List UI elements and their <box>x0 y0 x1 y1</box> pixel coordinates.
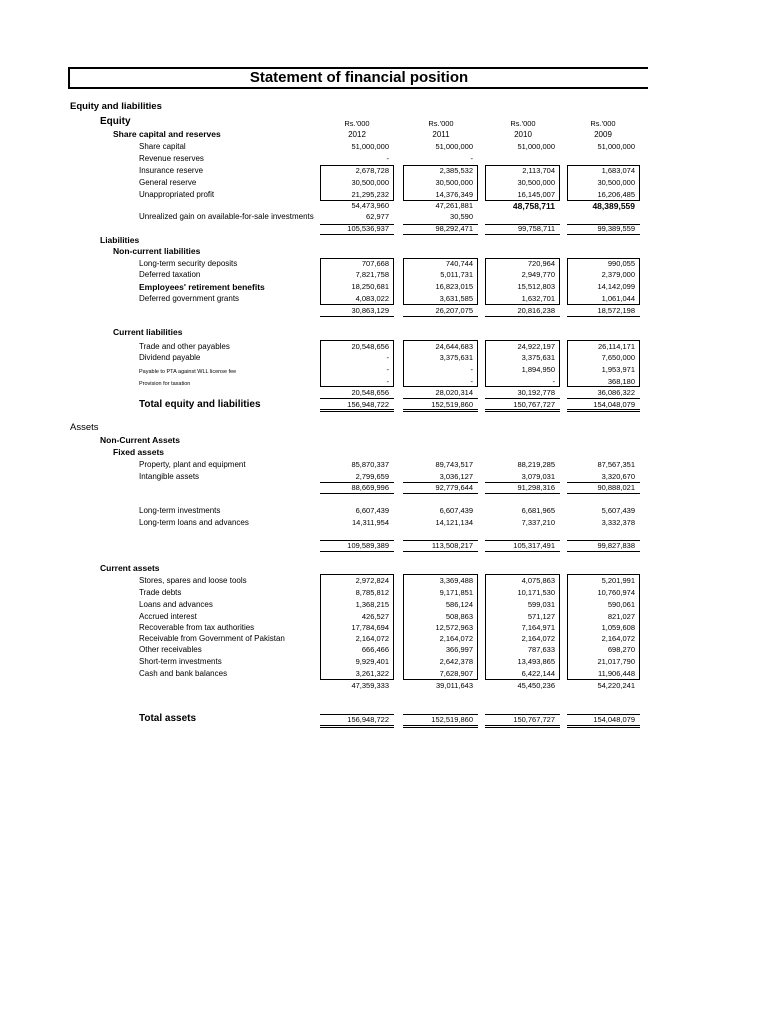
row-label: Intangible assets <box>139 472 200 481</box>
row-label: Long-term investments <box>139 506 221 515</box>
subtotal-value: 99,827,838 <box>597 541 635 550</box>
cell-value: 5,607,439 <box>601 506 635 515</box>
rule-line <box>567 727 640 728</box>
cell-value: 2,164,072 <box>601 634 635 643</box>
rule-line <box>567 411 640 412</box>
row-label: Stores, spares and loose tools <box>139 576 247 585</box>
cell-value: 3,332,378 <box>601 518 635 527</box>
cell-value: 1,953,971 <box>601 365 635 374</box>
rule-line <box>320 540 394 541</box>
cell-value: 3,261,322 <box>355 669 389 678</box>
subtotal-value: 98,292,471 <box>435 224 473 233</box>
row-label: Share capital <box>139 142 186 151</box>
cell-value: 16,206,485 <box>597 190 635 199</box>
cell-value: - <box>386 365 389 374</box>
rule-line <box>320 725 394 726</box>
rule-line <box>403 398 478 399</box>
cell-value: 426,527 <box>361 612 389 621</box>
cell-value: 720,964 <box>527 259 555 268</box>
rule-line <box>320 482 394 483</box>
column-unit: Rs.'000 <box>590 119 616 128</box>
cell-value: 2,385,532 <box>439 166 473 175</box>
rule-line <box>485 551 560 552</box>
subtotal-value: 30,863,129 <box>351 306 389 315</box>
row-label: Deferred government grants <box>139 294 240 303</box>
rule-line <box>320 727 394 728</box>
rule-line <box>403 234 478 235</box>
cell-value: 88,219,285 <box>517 460 555 469</box>
row-label: Recoverable from tax authorities <box>139 623 255 632</box>
cell-value: 21,295,232 <box>351 190 389 199</box>
cell-value: - <box>386 353 389 362</box>
cell-value: 2,379,000 <box>601 270 635 279</box>
subtotal-value: 152,519,860 <box>431 715 473 724</box>
value-group-box <box>567 258 640 305</box>
cell-value: 24,644,683 <box>435 342 473 351</box>
row-label: Long-term security deposits <box>139 259 238 268</box>
row-label: Trade and other payables <box>139 342 230 351</box>
cell-value: 21,017,790 <box>597 657 635 666</box>
value-group-box <box>485 258 560 305</box>
cell-value: 5,201,991 <box>601 576 635 585</box>
heading-share-capital-and-reserves: Share capital and reserves <box>113 129 221 139</box>
value-group-box <box>320 165 394 201</box>
cell-value: 89,743,517 <box>435 460 473 469</box>
cell-value: 2,164,072 <box>521 634 555 643</box>
subtotal-value: 92,779,644 <box>435 483 473 492</box>
rule-line <box>403 482 478 483</box>
rule-line <box>567 725 640 726</box>
cell-value: 5,011,731 <box>440 270 473 279</box>
cell-value: 666,466 <box>361 645 389 654</box>
value-group-box <box>485 165 560 201</box>
cell-value: 6,607,439 <box>355 506 389 515</box>
column-unit: Rs.'000 <box>428 119 454 128</box>
row-label: Employees' retirement benefits <box>139 282 265 292</box>
cell-value: 571,127 <box>527 612 555 621</box>
rule-line <box>567 482 640 483</box>
rule-line <box>567 224 640 225</box>
cell-value: 16,145,007 <box>517 190 555 199</box>
rule-line <box>320 234 394 235</box>
heading-total-assets: Total assets <box>139 713 197 724</box>
cell-value: 7,337,210 <box>521 518 555 527</box>
cell-value: 1,061,044 <box>601 294 635 303</box>
rule-line <box>403 493 478 494</box>
subtotal-value: 91,298,316 <box>517 483 555 492</box>
cell-value: 6,607,439 <box>439 506 473 515</box>
cell-value: 8,785,812 <box>355 588 389 597</box>
subtotal-value: 47,359,333 <box>351 681 389 690</box>
rule-line <box>320 316 394 317</box>
subtotal-value: 48,389,559 <box>592 201 635 211</box>
cell-value: 1,059,608 <box>601 623 635 632</box>
rule-line <box>403 411 478 412</box>
cell-value: 7,628,907 <box>439 669 473 678</box>
rule-line <box>485 714 560 715</box>
cell-value: 51,000,000 <box>435 142 473 151</box>
cell-value: 15,512,803 <box>517 282 555 291</box>
subtotal-value: 26,207,075 <box>435 306 473 315</box>
row-label: Short-term investments <box>139 657 222 666</box>
cell-value: 2,678,728 <box>355 166 389 175</box>
subtotal-value: 30,192,778 <box>517 388 555 397</box>
rule-line <box>485 493 560 494</box>
subtotal-value: 105,317,491 <box>513 541 555 550</box>
value-group-box <box>485 340 560 387</box>
cell-value: 6,422,144 <box>521 669 555 678</box>
subtotal-value: 20,548,656 <box>351 388 389 397</box>
rule-line <box>403 714 478 715</box>
cell-value: 1,894,950 <box>521 365 555 374</box>
cell-value: - <box>552 377 555 386</box>
heading-current-assets: Current assets <box>100 563 160 573</box>
cell-value: 30,500,000 <box>435 178 473 187</box>
value-group-box <box>403 165 478 201</box>
subtotal-value: 156,948,722 <box>347 400 389 409</box>
value-group-box <box>320 574 394 680</box>
rule-line <box>485 398 560 399</box>
rule-line <box>485 411 560 412</box>
row-label: Unrealized gain on available-for-sale investments <box>139 212 314 221</box>
cell-value: 30,590 <box>450 212 473 221</box>
rule-line <box>403 224 478 225</box>
row-label: Insurance reserve <box>139 166 204 175</box>
rule-line <box>567 398 640 399</box>
rule-line <box>567 316 640 317</box>
cell-value: 51,000,000 <box>517 142 555 151</box>
row-label: Payable to PTA against WLL license fee <box>139 369 237 375</box>
subtotal-value: 90,888,021 <box>597 483 635 492</box>
cell-value: 62,977 <box>366 212 389 221</box>
subtotal-value: 154,048,079 <box>593 715 635 724</box>
subtotal-value: 47,261,881 <box>435 201 473 210</box>
cell-value: 990,055 <box>607 259 635 268</box>
rule-line <box>320 398 394 399</box>
heading-non-current-assets: Non-Current Assets <box>100 435 180 445</box>
heading-liabilities: Liabilities <box>100 235 140 245</box>
value-group-box <box>485 574 560 680</box>
cell-value: - <box>470 377 473 386</box>
value-group-box <box>403 574 478 680</box>
subtotal-value: 109,589,389 <box>347 541 389 550</box>
subtotal-value: 54,473,960 <box>351 201 389 210</box>
subtotal-value: 150,767,727 <box>513 400 555 409</box>
cell-value: - <box>470 365 473 374</box>
rule-line <box>567 714 640 715</box>
cell-value: 2,949,770 <box>521 270 555 279</box>
row-label: Accrued interest <box>139 612 197 621</box>
cell-value: 7,164,971 <box>521 623 555 632</box>
value-group-box <box>403 340 478 387</box>
cell-value: 1,368,215 <box>355 600 389 609</box>
cell-value: 51,000,000 <box>351 142 389 151</box>
subtotal-value: 45,450,236 <box>517 681 555 690</box>
cell-value: 1,683,074 <box>601 166 635 175</box>
cell-value: 30,500,000 <box>351 178 389 187</box>
cell-value: 3,036,127 <box>439 472 473 481</box>
rule-line <box>320 714 394 715</box>
cell-value: 3,369,488 <box>439 576 473 585</box>
rule-line <box>403 727 478 728</box>
cell-value: 6,681,965 <box>521 506 555 515</box>
row-label: Other receivables <box>139 645 202 654</box>
cell-value: 18,250,681 <box>351 282 389 291</box>
cell-value: 12,572,963 <box>435 623 473 632</box>
rule-line <box>403 540 478 541</box>
value-group-box <box>567 340 640 387</box>
rule-line <box>403 551 478 552</box>
subtotal-value: 28,020,314 <box>435 388 473 397</box>
subtotal-value: 99,758,711 <box>518 224 555 233</box>
rule-line <box>485 482 560 483</box>
subtotal-value: 152,519,860 <box>431 400 473 409</box>
cell-value: 7,650,000 <box>601 353 635 362</box>
cell-value: 2,164,072 <box>439 634 473 643</box>
cell-value: 51,000,000 <box>597 142 635 151</box>
value-group-box <box>320 258 394 305</box>
cell-value: 740,744 <box>445 259 473 268</box>
subtotal-value: 36,086,322 <box>597 388 635 397</box>
cell-value: 7,821,758 <box>355 270 389 279</box>
subtotal-value: 18,572,198 <box>597 306 635 315</box>
column-unit: Rs.'000 <box>510 119 536 128</box>
subtotal-value: 150,767,727 <box>513 715 555 724</box>
rule-line <box>485 409 560 410</box>
heading-fixed-assets: Fixed assets <box>113 447 165 457</box>
subtotal-value: 88,669,996 <box>351 483 389 492</box>
row-label: Dividend payable <box>139 353 201 362</box>
cell-value: - <box>470 154 473 163</box>
subtotal-value: 154,048,079 <box>593 400 635 409</box>
row-label: General reserve <box>139 178 197 187</box>
cell-value: 508,863 <box>445 612 473 621</box>
cell-value: 3,631,585 <box>439 294 473 303</box>
cell-value: 20,548,656 <box>351 342 389 351</box>
cell-value: 9,171,851 <box>439 588 473 597</box>
cell-value: 87,567,351 <box>597 460 635 469</box>
cell-value: 1,632,701 <box>521 294 555 303</box>
rule-line <box>485 540 560 541</box>
rule-line <box>403 316 478 317</box>
cell-value: 698,270 <box>607 645 635 654</box>
cell-value: - <box>386 377 389 386</box>
value-group-box <box>320 340 394 387</box>
cell-value: 13,493,865 <box>517 657 555 666</box>
column-year: 2009 <box>594 130 612 139</box>
rule-line <box>485 224 560 225</box>
rule-line <box>567 493 640 494</box>
subtotal-value: 20,816,238 <box>517 306 555 315</box>
cell-value: 10,760,974 <box>597 588 635 597</box>
cell-value: 2,972,824 <box>355 576 389 585</box>
subtotal-value: 54,220,241 <box>597 681 635 690</box>
row-label: Deferred taxation <box>139 270 201 279</box>
cell-value: 3,079,031 <box>521 472 555 481</box>
subtotal-value: 105,536,937 <box>347 224 389 233</box>
subtotal-value: 48,758,711 <box>512 201 555 211</box>
rule-line <box>567 409 640 410</box>
heading-equity-and-liabilities: Equity and liabilities <box>70 101 162 112</box>
heading-current-liabilities: Current liabilities <box>113 327 183 337</box>
cell-value: 2,113,704 <box>522 166 555 175</box>
cell-value: 368,180 <box>607 377 635 386</box>
heading-equity: Equity <box>100 116 131 127</box>
rule-line <box>485 234 560 235</box>
row-label: Revenue reserves <box>139 154 204 163</box>
rule-line <box>403 409 478 410</box>
cell-value: 366,997 <box>445 645 473 654</box>
rule-line <box>567 551 640 552</box>
cell-value: 707,668 <box>361 259 389 268</box>
heading-assets: Assets <box>70 422 99 433</box>
cell-value: 85,870,337 <box>351 460 389 469</box>
rule-line <box>320 224 394 225</box>
row-label: Receivable from Government of Pakistan <box>139 634 285 643</box>
cell-value: 599,031 <box>527 600 555 609</box>
column-unit: Rs.'000 <box>344 119 370 128</box>
column-year: 2012 <box>348 130 366 139</box>
rule-line <box>320 493 394 494</box>
cell-value: 30,500,000 <box>597 178 635 187</box>
cell-value: 2,799,659 <box>355 472 389 481</box>
value-group-box <box>567 165 640 201</box>
cell-value: 9,929,401 <box>355 657 389 666</box>
rule-line <box>567 540 640 541</box>
column-year: 2010 <box>514 130 532 139</box>
row-label: Long-term loans and advances <box>139 518 249 527</box>
rule-line <box>485 727 560 728</box>
value-group-box <box>403 258 478 305</box>
cell-value: 787,633 <box>527 645 555 654</box>
row-label: Loans and advances <box>139 600 213 609</box>
subtotal-value: 113,508,217 <box>431 541 473 550</box>
cell-value: 3,375,631 <box>521 353 555 362</box>
heading-non-current-liabilities: Non-current liabilities <box>113 246 201 256</box>
cell-value: 11,906,448 <box>598 669 635 678</box>
rule-line <box>403 725 478 726</box>
cell-value: 30,500,000 <box>517 178 555 187</box>
cell-value: 2,642,378 <box>439 657 473 666</box>
cell-value: 3,375,631 <box>439 353 473 362</box>
row-label: Property, plant and equipment <box>139 460 246 469</box>
cell-value: 26,114,171 <box>598 342 635 351</box>
cell-value: 10,171,530 <box>517 588 555 597</box>
statement-title: Statement of financial position <box>68 67 648 89</box>
subtotal-value: 156,948,722 <box>347 715 389 724</box>
cell-value: 14,142,099 <box>597 282 635 291</box>
value-group-box <box>567 574 640 680</box>
cell-value: 821,027 <box>607 612 635 621</box>
cell-value: 14,311,954 <box>352 518 389 527</box>
rule-line <box>485 725 560 726</box>
rule-line <box>320 411 394 412</box>
subtotal-value: 39,011,643 <box>436 681 473 690</box>
row-label: Cash and bank balances <box>139 669 228 678</box>
cell-value: 24,922,197 <box>517 342 555 351</box>
subtotal-value: 99,389,559 <box>597 224 635 233</box>
rule-line <box>320 551 394 552</box>
rule-line <box>320 409 394 410</box>
cell-value: 586,124 <box>445 600 473 609</box>
cell-value: 590,061 <box>607 600 635 609</box>
cell-value: 16,823,015 <box>435 282 473 291</box>
cell-value: 17,784,694 <box>351 623 389 632</box>
column-year: 2011 <box>432 130 450 139</box>
cell-value: - <box>386 154 389 163</box>
cell-value: 4,083,022 <box>355 294 389 303</box>
cell-value: 2,164,072 <box>355 634 389 643</box>
row-label: Unappropriated profit <box>139 190 215 199</box>
cell-value: 3,320,670 <box>601 472 635 481</box>
row-label: Provision for taxation <box>139 381 191 387</box>
row-label: Trade debts <box>139 588 182 597</box>
cell-value: 14,121,134 <box>435 518 473 527</box>
rule-line <box>567 234 640 235</box>
rule-line <box>485 316 560 317</box>
heading-total-equity-and-liabilities: Total equity and liabilities <box>139 399 261 410</box>
cell-value: 4,075,863 <box>521 576 555 585</box>
cell-value: 14,376,349 <box>435 190 473 199</box>
